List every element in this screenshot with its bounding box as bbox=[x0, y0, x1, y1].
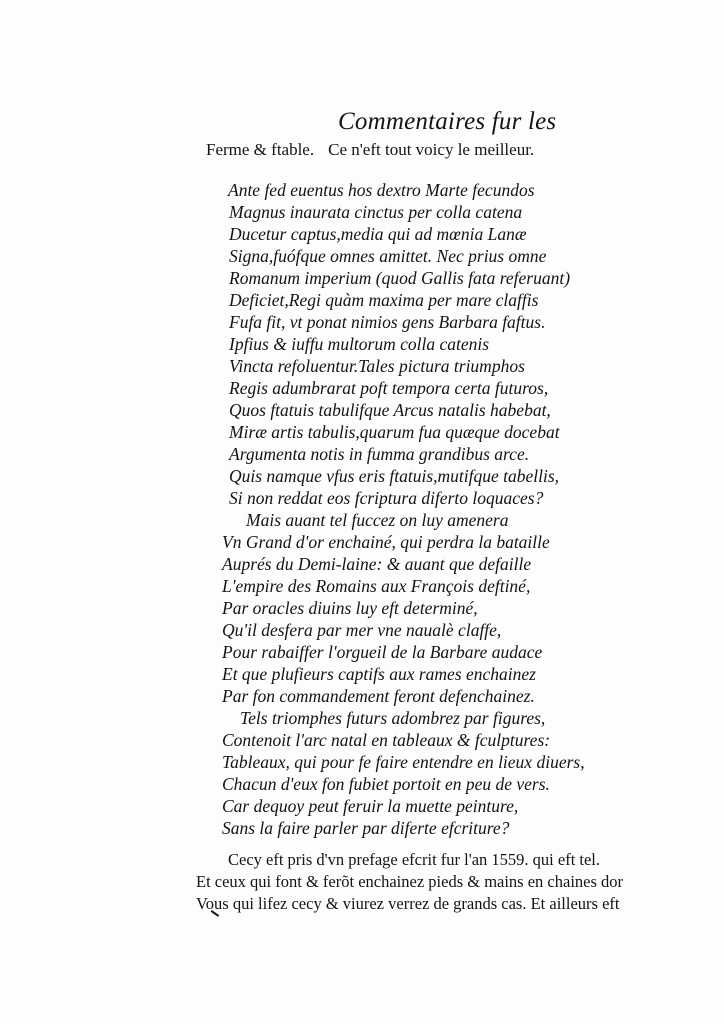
french-verse-line: Auprés du Demi-laine: & auant que defaille bbox=[222, 554, 532, 574]
latin-verse-line: Signa,fuófque omnes amittet. Nec prius omne bbox=[229, 246, 547, 266]
latin-verse-line: Fufa fit, vt ponat nimios gens Barbara faftus. bbox=[229, 312, 546, 332]
latin-verse-line: Argumenta notis in fumma grandibus arce. bbox=[229, 444, 530, 464]
continuation-right: Ce n'eft tout voicy le meilleur. bbox=[328, 140, 535, 159]
continuation-left: Ferme & ftable. bbox=[206, 140, 315, 159]
french-verse-line: Par fon commandement feront defenchainez. bbox=[222, 686, 535, 706]
french-verse-line: Mais auant tel fuccez on luy amenera bbox=[246, 510, 509, 530]
french-verse-line: Vn Grand d'or enchainé, qui perdra la bataille bbox=[222, 532, 550, 552]
french-verse-line: Contenoit l'arc natal en tableaux & fculptures: bbox=[222, 730, 551, 750]
latin-verse-line: Ante fed euentus hos dextro Marte fecundos bbox=[228, 180, 535, 200]
latin-verse-line: Regis adumbrarat poft tempora certa futuros, bbox=[229, 378, 549, 398]
french-verse-line: Sans la faire parler par diferte efcriture? bbox=[222, 818, 510, 838]
prose-line: Cecy eft pris d'vn prefage efcrit fur l'an 1559. qui eft tel. bbox=[228, 850, 601, 869]
french-verse-line: Tels triomphes futurs adombrez par figures, bbox=[240, 708, 546, 728]
running-head: Commentaires fur les bbox=[338, 108, 557, 135]
latin-verse-line: Romanum imperium (quod Gallis fata referuant) bbox=[229, 268, 571, 288]
french-verse-line: Par oracles diuins luy eft determiné, bbox=[222, 598, 478, 618]
latin-verse-line: Quos ftatuis tabulifque Arcus natalis habebat, bbox=[229, 400, 551, 420]
french-verse-line: Tableaux, qui pour fe faire entendre en lieux diuers, bbox=[222, 752, 585, 772]
latin-verse-line: Ducetur captus,media qui ad mœnia Lanæ bbox=[229, 224, 527, 244]
french-verse-line: Car dequoy peut feruir la muette peinture, bbox=[222, 796, 519, 816]
latin-verse-line: Vincta refoluentur.Tales pictura triumphos bbox=[229, 356, 525, 376]
french-verse-line: L'empire des Romains aux François deftiné, bbox=[222, 576, 531, 596]
latin-verse-line: Si non reddat eos fcriptura diferto loquaces? bbox=[229, 488, 544, 508]
french-verse-line: Pour rabaiffer l'orgueil de la Barbare audace bbox=[222, 642, 543, 662]
latin-verse-line: Miræ artis tabulis,quarum fua quæque docebat bbox=[229, 422, 560, 442]
prose-line: Vous qui lifez cecy & viurez verrez de grands cas. Et ailleurs eft bbox=[196, 894, 620, 913]
latin-verse-line: Magnus inaurata cinctus per colla catena bbox=[229, 202, 523, 222]
latin-verse-line: Deficiet,Regi quàm maxima per mare claffis bbox=[229, 290, 539, 310]
french-verse-line: Et que plufieurs captifs aux rames enchainez bbox=[222, 664, 536, 684]
continuation-line bbox=[206, 140, 534, 160]
french-verse-line: Chacun d'eux fon fubiet portoit en peu de vers. bbox=[222, 774, 550, 794]
latin-verse-line: Ipfius & iuffu multorum colla catenis bbox=[229, 334, 490, 354]
latin-verse-line: Quis namque vfus eris ftatuis,mutifque tabellis, bbox=[229, 466, 560, 486]
french-verse-line: Qu'il desfera par mer vne naualè claffe, bbox=[222, 620, 502, 640]
prose-line: Et ceux qui font & ferõt enchainez pieds & mains en chaines dor bbox=[196, 872, 624, 891]
